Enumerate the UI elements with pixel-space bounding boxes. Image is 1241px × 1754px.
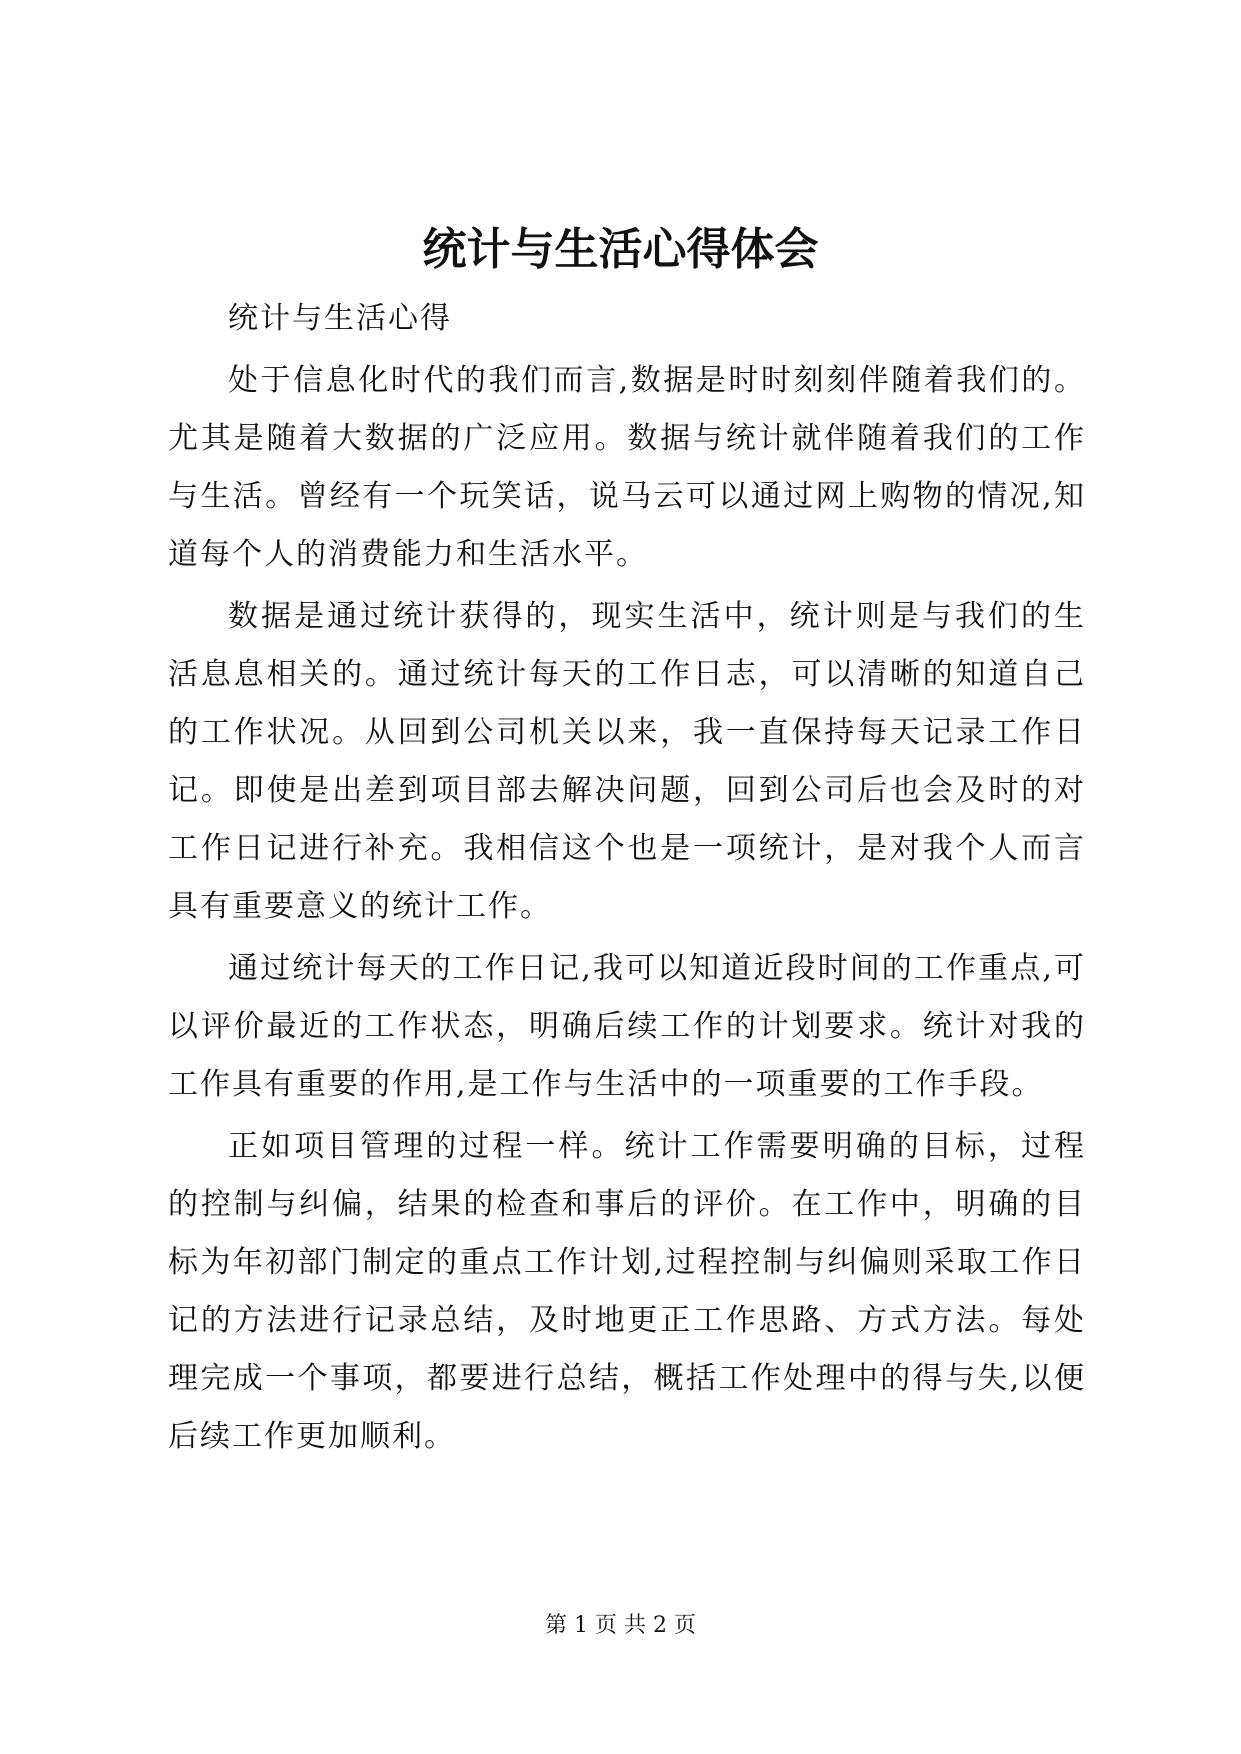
paragraph-3: 通过统计每天的工作日记,我可以知道近段时间的工作重点,可以评价最近的工作状态，明确后续工作的计划要求。统计对我的工作具有重要的作用,是工作与生活中的一项重要的工作手段。 [168,951,1086,1102]
paragraph-2: 数据是通过统计获得的，现实生活中，统计则是与我们的生活息息相关的。通过统计每天的工作日志，可以清晰的知道自己的工作状况。从回到公司机关以来，我一直保持每天记录工作日记。即使是出差到项目部去解决问题，回到公司后也会及时的对工作日记进行补充。我相信这个也是一项统计，是对我个人而言具有重要意义的统计工作。 [168,599,1086,924]
paragraph-1: 处于信息化时代的我们而言,数据是时时刻刻伴随着我们的。尤其是随着大数据的广泛应用。数据与统计就伴随着我们的工作与生活。曾经有一个玩笑话，说马云可以通过网上购物的情况,知道每个人的消费能力和生活水平。 [168,363,1086,572]
page-footer: 第 1 页 共 2 页 [545,1613,696,1638]
paragraph-subtitle: 统计与生活心得 [228,301,452,336]
paragraph-4: 正如项目管理的过程一样。统计工作需要明确的目标，过程的控制与纠偏，结果的检查和事后的评价。在工作中，明确的目标为年初部门制定的重点工作计划,过程控制与纠偏则采取工作日记的方法进行记录总结，及时地更正工作思路、方式方法。每处理完成一个事项，都要进行总结，概括工作处理中的得与失,以便后续工作更加顺利。 [168,1129,1086,1454]
document-body [168,290,1086,1470]
document-title: 统计与生活心得体会 [422,224,819,275]
